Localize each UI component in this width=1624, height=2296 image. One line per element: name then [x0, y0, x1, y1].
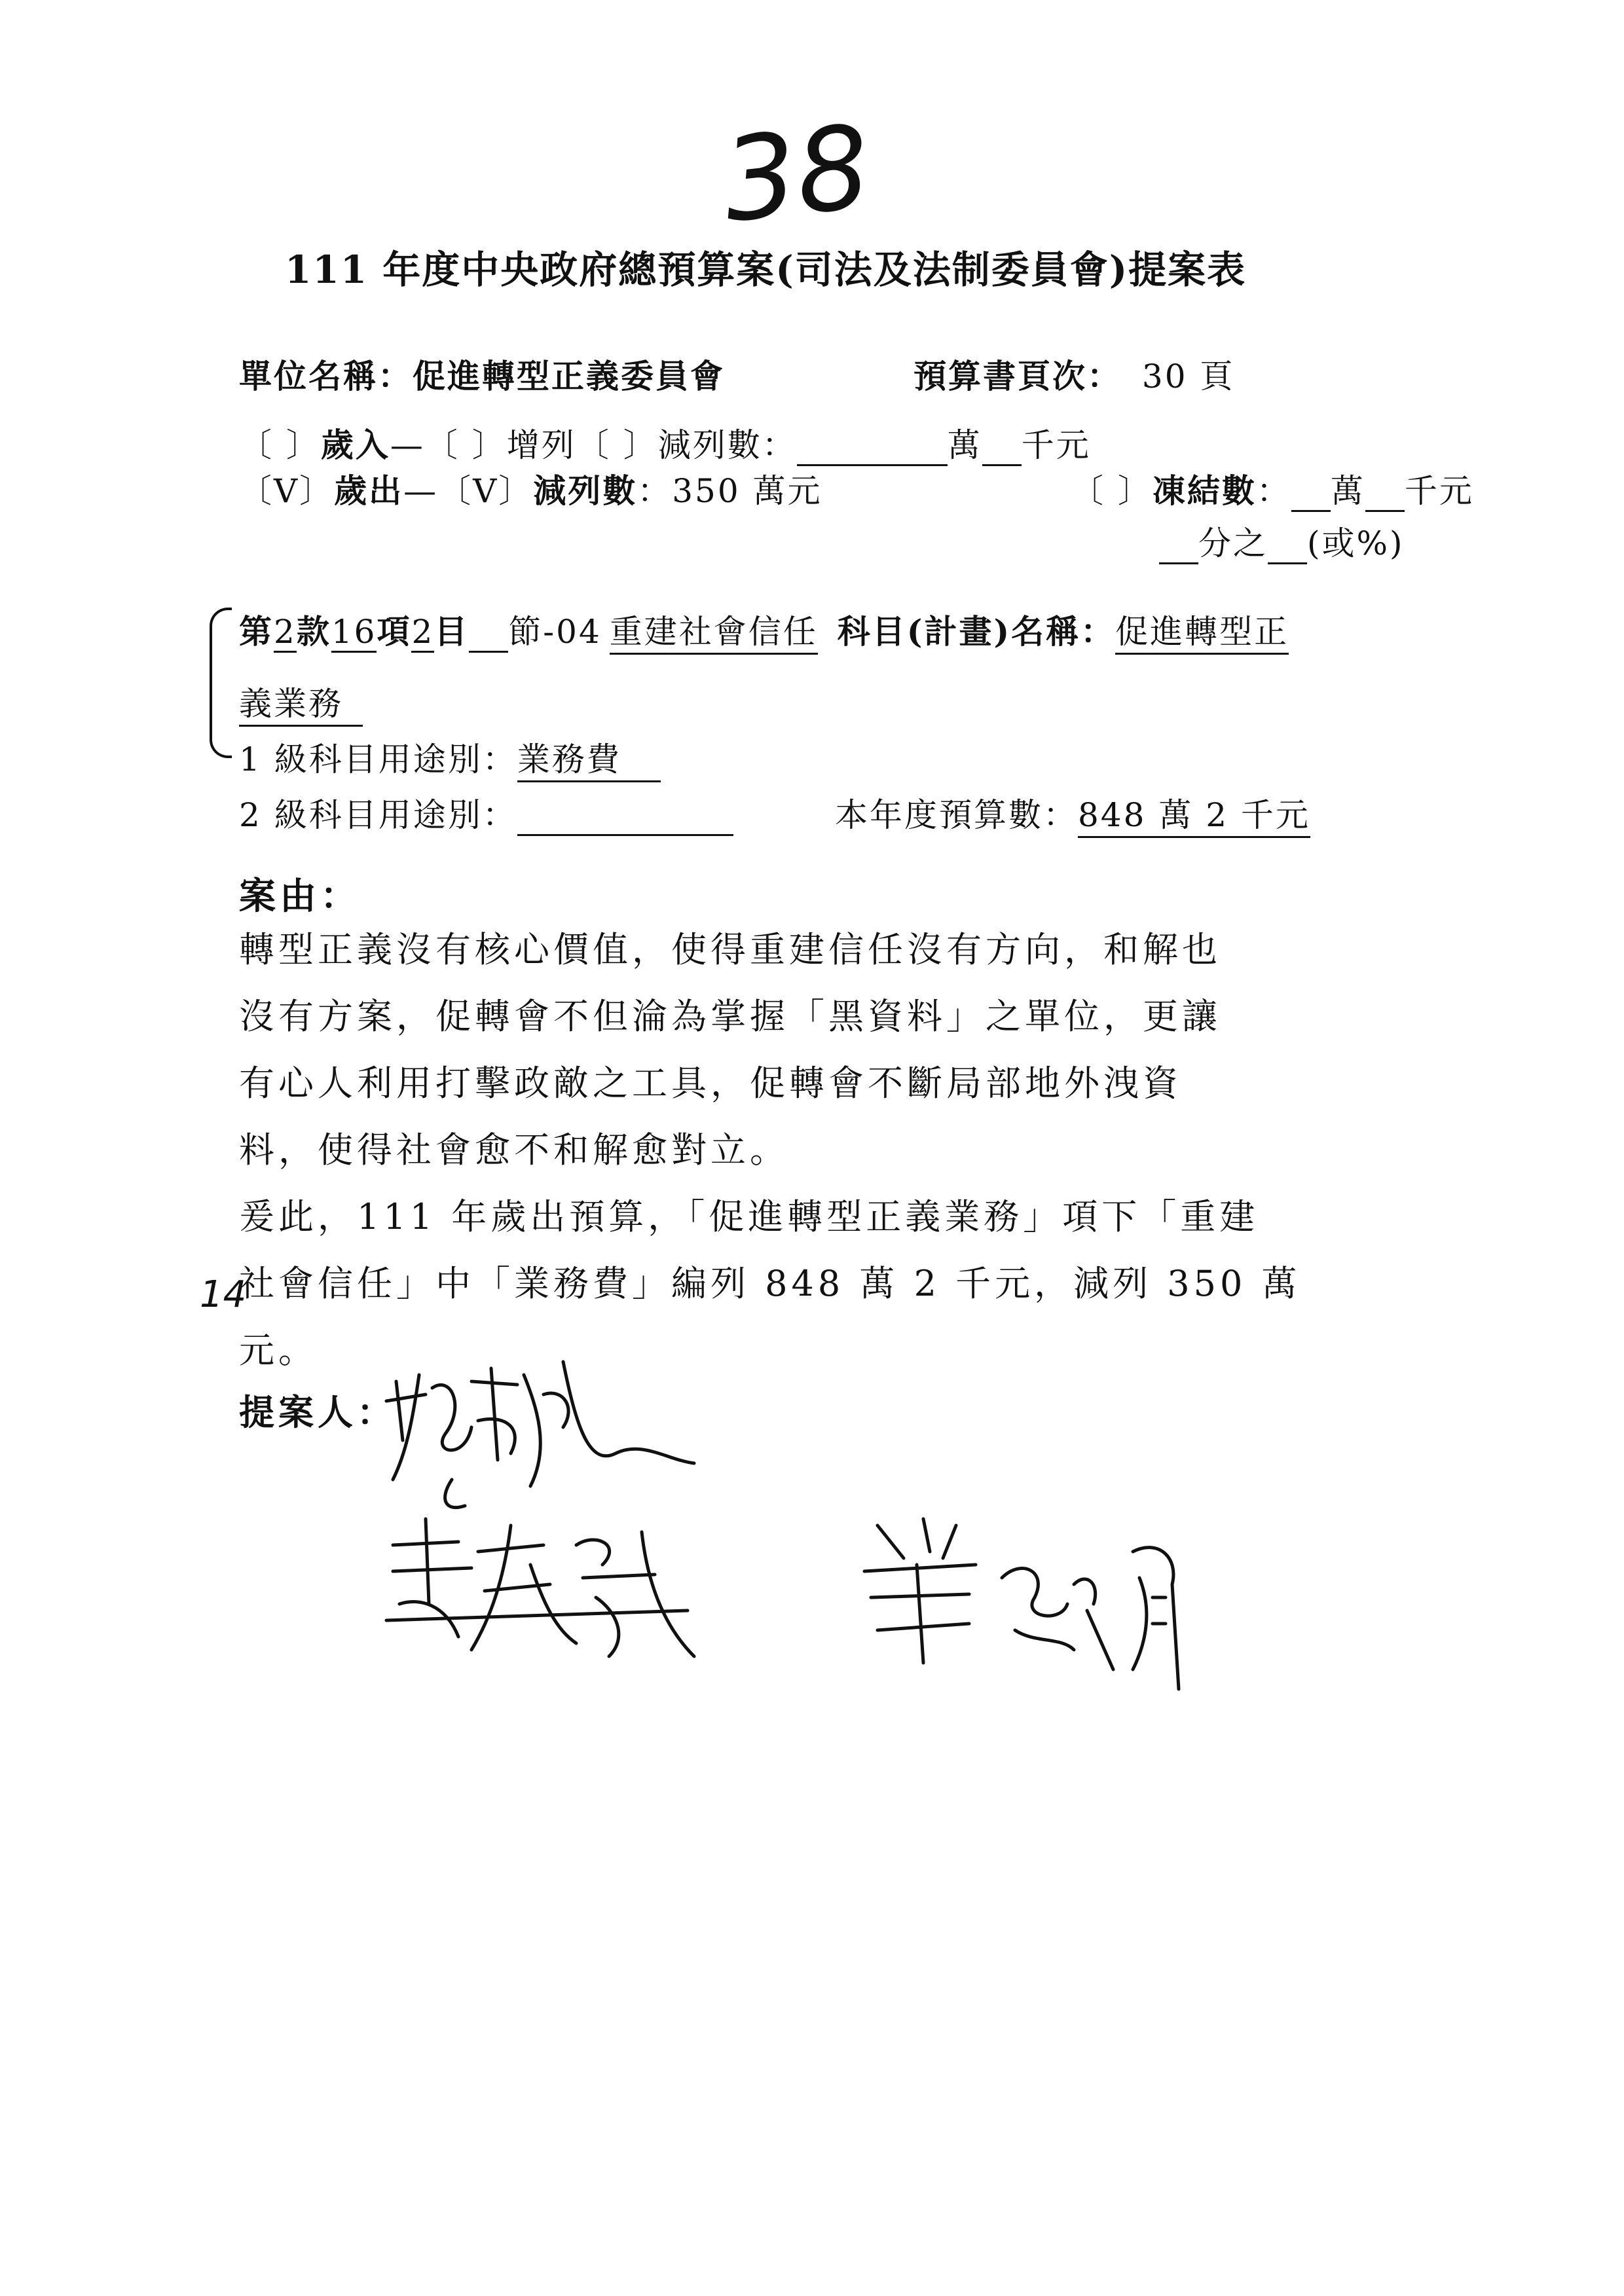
reason-line: 爰此，111 年歲出預算，「促進轉型正義業務」項下「重建	[239, 1196, 1259, 1237]
proposer-label: 提案人：	[239, 1391, 396, 1433]
revenue-qian-unit: 千元	[1021, 426, 1091, 464]
freeze-denominator-blank	[1159, 524, 1198, 564]
freeze-percent: (或%)	[1307, 524, 1405, 562]
item-kuan: 款	[296, 612, 331, 651]
item-xiang-number: 16	[331, 613, 377, 653]
revenue-checkbox: 〔 〕	[239, 426, 321, 464]
reason-line: 元。	[239, 1330, 318, 1371]
item-subject-name-part1: 促進轉型正	[1115, 606, 1289, 655]
unit-value: 促進轉型正義委員會	[413, 357, 725, 395]
freeze-ratio-line	[1159, 517, 1405, 564]
freeze-wan-blank	[1291, 472, 1331, 512]
item-section-name: 重建社會信任	[610, 606, 818, 655]
freeze-wan-unit: 萬	[1330, 472, 1365, 510]
revenue-increase-checkbox: 〔 〕	[424, 426, 507, 464]
item-mu-number: 2	[411, 613, 434, 653]
revenue-decrease-label: 減列數：	[657, 426, 797, 464]
item-mu: 目	[434, 612, 470, 651]
item-di: 第	[239, 612, 274, 651]
signature-3	[851, 1499, 1218, 1696]
freeze-fen-zhi: 分之	[1198, 524, 1268, 562]
reason-line: 料，使得社會愈不和解愈對立。	[239, 1129, 789, 1171]
annual-budget-label: 本年度預算數：	[835, 796, 1078, 834]
expense-decrease-checkbox: 〔V〕	[438, 472, 534, 510]
reason-line: 沒有方案，促轉會不但淪為掌握「黑資料」之單位，更讓	[239, 996, 1221, 1037]
freeze-line	[1071, 465, 1474, 512]
freeze-qian-blank	[1365, 472, 1405, 512]
item-subject-label: 科目(計畫)名稱：	[837, 612, 1116, 651]
signature-1	[367, 1349, 707, 1519]
budget-page-row	[913, 350, 1234, 397]
budget-page-label: 預算書頁次：	[913, 357, 1122, 395]
reason-body	[239, 917, 1301, 1384]
reason-line: 有心人利用打擊政敵之工具，促轉會不斷局部地外洩資	[239, 1063, 1182, 1104]
level2-blank	[517, 796, 733, 836]
item-kuan-number: 2	[274, 613, 297, 653]
budget-page-value: 30 頁	[1141, 357, 1235, 395]
reason-line: 社會信任」中「業務費」編列 848 萬 2 千元，減列 350 萬	[239, 1263, 1301, 1304]
expense-decrease-value: ：350 萬元	[637, 472, 822, 510]
item-line-continued	[239, 678, 363, 727]
revenue-increase-label: 增列	[506, 426, 576, 464]
revenue-line	[239, 419, 1091, 466]
freeze-qian-unit: 千元	[1404, 472, 1474, 510]
expense-decrease-label: 減列數	[533, 471, 638, 510]
level1-label: 1 級科目用途別：	[239, 740, 517, 778]
item-line	[239, 606, 1289, 655]
expense-dash: —	[403, 472, 439, 510]
revenue-dash: —	[390, 426, 425, 464]
expense-checkbox: 〔V〕	[239, 472, 335, 510]
revenue-wan-blank	[797, 426, 948, 466]
level2-row	[239, 789, 733, 836]
handwritten-margin-note: 14	[200, 1273, 247, 1316]
level1-row	[239, 733, 661, 782]
revenue-wan-unit: 萬	[947, 426, 982, 464]
unit-label: 單位名稱：	[239, 357, 413, 395]
signature-2	[380, 1506, 720, 1676]
revenue-decrease-checkbox: 〔 〕	[576, 426, 658, 464]
freeze-label: 凍結數	[1152, 471, 1257, 510]
item-bracket	[210, 608, 232, 758]
level2-label: 2 級科目用途別：	[239, 796, 517, 834]
expense-label: 歲出	[334, 471, 404, 510]
freeze-numerator-blank	[1268, 524, 1307, 564]
handwritten-page-number: 38	[717, 100, 876, 249]
item-jie-blank	[469, 613, 508, 653]
revenue-qian-blank	[982, 426, 1022, 466]
item-subject-name-part2: 義業務	[239, 678, 363, 727]
annual-budget-row	[835, 789, 1310, 838]
unit-row	[239, 350, 725, 397]
annual-budget-value: 848 萬 2 千元	[1078, 789, 1310, 838]
item-jie: 節-04	[508, 613, 602, 651]
reason-line: 轉型正義沒有核心價值，使得重建信任沒有方向，和解也	[239, 929, 1221, 970]
freeze-colon: ：	[1256, 472, 1291, 510]
form-title: 111 年度中央政府總預算案(司法及法制委員會)提案表	[285, 247, 1247, 292]
freeze-checkbox: 〔 〕	[1071, 472, 1153, 510]
expense-line	[239, 465, 822, 512]
revenue-label: 歲入	[320, 426, 390, 464]
item-xiang: 項	[377, 612, 412, 651]
reason-heading: 案由：	[239, 875, 361, 918]
level1-value: 業務費	[517, 733, 661, 782]
